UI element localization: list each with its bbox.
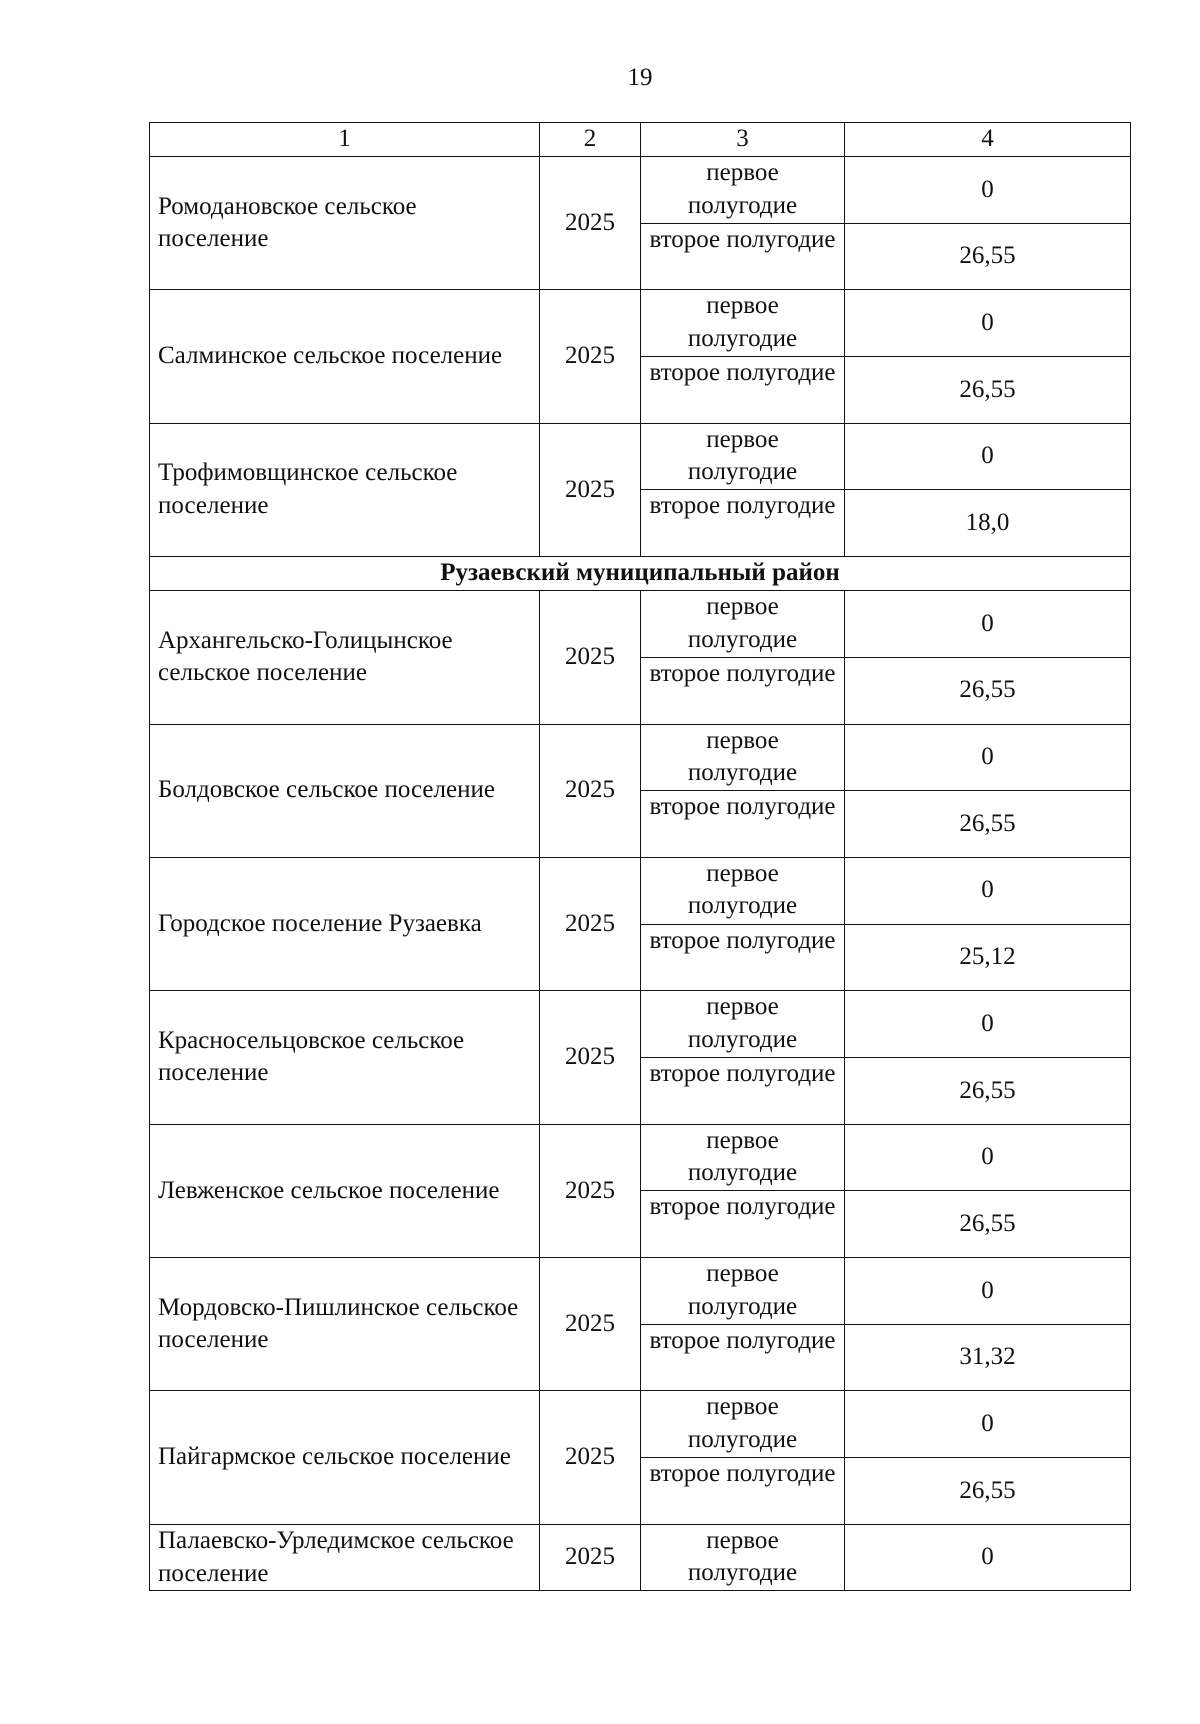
value-cell: 0 bbox=[845, 290, 1131, 357]
value-cell: 26,55 bbox=[845, 357, 1131, 424]
settlement-name: Архангельско-Голицынское сельское поселение bbox=[150, 591, 540, 724]
column-header-4: 4 bbox=[845, 123, 1131, 157]
period-cell: первое полугодие bbox=[641, 157, 845, 224]
tariff-table bbox=[149, 122, 1131, 1591]
value-cell: 26,55 bbox=[845, 657, 1131, 724]
table-row bbox=[150, 157, 1131, 224]
table-row bbox=[150, 991, 1131, 1058]
column-header-2: 2 bbox=[540, 123, 641, 157]
settlement-name: Палаевско-Урледимское сельское поселение bbox=[150, 1524, 540, 1591]
period-cell: второе полугодие bbox=[641, 1458, 845, 1525]
year-cell: 2025 bbox=[540, 857, 641, 990]
value-cell: 0 bbox=[845, 1524, 1131, 1591]
value-cell: 0 bbox=[845, 1258, 1131, 1325]
table-row bbox=[150, 591, 1131, 658]
year-cell: 2025 bbox=[540, 1391, 641, 1524]
period-cell: первое полугодие bbox=[641, 1524, 845, 1591]
value-cell: 0 bbox=[845, 423, 1131, 490]
table-body bbox=[150, 123, 1131, 1591]
period-cell: первое полугодие bbox=[641, 724, 845, 791]
settlement-name: Болдовское сельское поселение bbox=[150, 724, 540, 857]
district-title: Рузаевский муниципальный район bbox=[150, 557, 1131, 591]
value-cell: 0 bbox=[845, 157, 1131, 224]
table-row bbox=[150, 1391, 1131, 1458]
value-cell: 26,55 bbox=[845, 791, 1131, 858]
table-row bbox=[150, 857, 1131, 924]
district-row bbox=[150, 557, 1131, 591]
page-number: 19 bbox=[627, 64, 653, 91]
period-cell: второе полугодие bbox=[641, 1191, 845, 1258]
settlement-name: Левженское сельское поселение bbox=[150, 1124, 540, 1257]
year-cell: 2025 bbox=[540, 157, 641, 290]
table-row bbox=[150, 1524, 1131, 1591]
period-cell: первое полугодие bbox=[641, 290, 845, 357]
period-cell: второе полугодие bbox=[641, 357, 845, 424]
settlement-name: Пайгармское сельское поселение bbox=[150, 1391, 540, 1524]
year-cell: 2025 bbox=[540, 1524, 641, 1591]
value-cell: 26,55 bbox=[845, 1191, 1131, 1258]
period-cell: первое полугодие bbox=[641, 991, 845, 1058]
period-cell: второе полугодие bbox=[641, 924, 845, 991]
table-row bbox=[150, 1124, 1131, 1191]
column-header-1: 1 bbox=[150, 123, 540, 157]
column-header-3: 3 bbox=[641, 123, 845, 157]
value-cell: 0 bbox=[845, 591, 1131, 658]
settlement-name: Городское поселение Рузаевка bbox=[150, 857, 540, 990]
table-row bbox=[150, 724, 1131, 791]
year-cell: 2025 bbox=[540, 991, 641, 1124]
settlement-name: Трофимовщинское сельское поселение bbox=[150, 423, 540, 556]
settlement-name: Салминское сельское поселение bbox=[150, 290, 540, 423]
period-cell: второе полугодие bbox=[641, 791, 845, 858]
period-cell: первое полугодие bbox=[641, 1258, 845, 1325]
period-cell: второе полугодие bbox=[641, 490, 845, 557]
value-cell: 31,32 bbox=[845, 1324, 1131, 1391]
settlement-name: Мордовско-Пишлинское сельское поселение bbox=[150, 1258, 540, 1391]
value-cell: 0 bbox=[845, 857, 1131, 924]
value-cell: 26,55 bbox=[845, 1057, 1131, 1124]
settlement-name: Красносельцовское сельское поселение bbox=[150, 991, 540, 1124]
value-cell: 18,0 bbox=[845, 490, 1131, 557]
value-cell: 0 bbox=[845, 1124, 1131, 1191]
period-cell: первое полугодие bbox=[641, 1124, 845, 1191]
value-cell: 0 bbox=[845, 724, 1131, 791]
period-cell: второе полугодие bbox=[641, 1324, 845, 1391]
value-cell: 0 bbox=[845, 1391, 1131, 1458]
value-cell: 25,12 bbox=[845, 924, 1131, 991]
header-row bbox=[150, 123, 1131, 157]
period-cell: первое полугодие bbox=[641, 591, 845, 658]
period-cell: второе полугодие bbox=[641, 223, 845, 290]
year-cell: 2025 bbox=[540, 724, 641, 857]
period-cell: второе полугодие bbox=[641, 1057, 845, 1124]
value-cell: 26,55 bbox=[845, 223, 1131, 290]
table-row bbox=[150, 1258, 1131, 1325]
year-cell: 2025 bbox=[540, 423, 641, 556]
settlement-name: Ромодановское сельское поселение bbox=[150, 157, 540, 290]
value-cell: 26,55 bbox=[845, 1458, 1131, 1525]
year-cell: 2025 bbox=[540, 1258, 641, 1391]
period-cell: второе полугодие bbox=[641, 657, 845, 724]
period-cell: первое полугодие bbox=[641, 857, 845, 924]
period-cell: первое полугодие bbox=[641, 423, 845, 490]
value-cell: 0 bbox=[845, 991, 1131, 1058]
table-row bbox=[150, 423, 1131, 490]
period-cell: первое полугодие bbox=[641, 1391, 845, 1458]
year-cell: 2025 bbox=[540, 290, 641, 423]
year-cell: 2025 bbox=[540, 591, 641, 724]
year-cell: 2025 bbox=[540, 1124, 641, 1257]
table-row bbox=[150, 290, 1131, 357]
